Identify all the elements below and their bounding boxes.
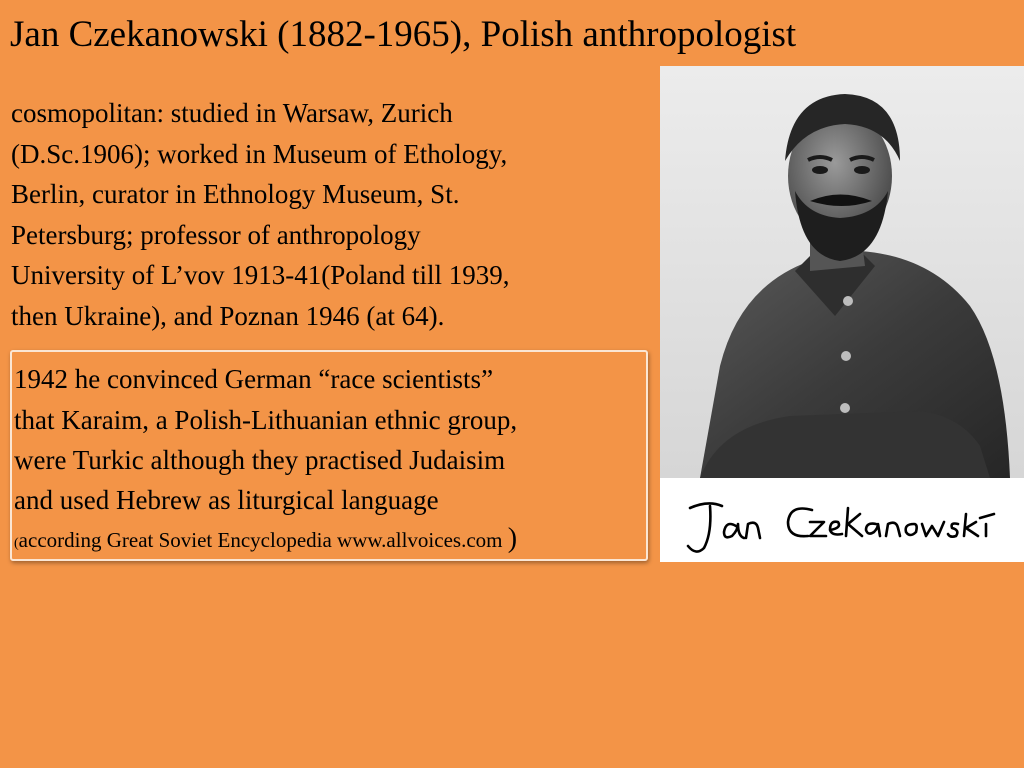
source-citation	[14, 523, 518, 557]
note-line: were Turkic although they practised Judaisim	[14, 445, 506, 475]
portrait-illustration	[660, 66, 1024, 478]
bio-line: Berlin, curator in Ethnology Museum, St.	[11, 179, 460, 210]
bio-line: then Ukraine), and Poznan 1946 (at 64).	[11, 300, 445, 331]
karaim-note-box	[10, 350, 648, 561]
biography-text	[11, 93, 651, 337]
bio-line: Petersburg; professor of anthropology	[11, 219, 421, 250]
portrait-photo	[660, 66, 1024, 478]
citation-text: according Great Soviet Encyclopedia www.allvoices.com	[18, 528, 503, 552]
bio-line: (D.Sc.1906); worked in Museum of Ethology,	[11, 138, 508, 169]
bio-line: University of L’vov 1913-41(Poland till 1939,	[11, 260, 510, 291]
note-line: that Karaim, a Polish-Lithuanian ethnic group,	[14, 405, 518, 435]
citation-close-paren: )	[507, 523, 518, 554]
slide-title: Jan Czekanowski (1882-1965), Polish anthropologist	[10, 14, 797, 55]
note-line: and used Hebrew as liturgical language	[14, 485, 439, 515]
citation-open-paren: (	[14, 536, 19, 551]
signature-panel	[660, 478, 1024, 562]
handwritten-signature	[660, 478, 1024, 562]
note-line: 1942 he convinced German “race scientists”	[14, 364, 494, 394]
bio-line: cosmopolitan: studied in Warsaw, Zurich	[11, 98, 453, 128]
